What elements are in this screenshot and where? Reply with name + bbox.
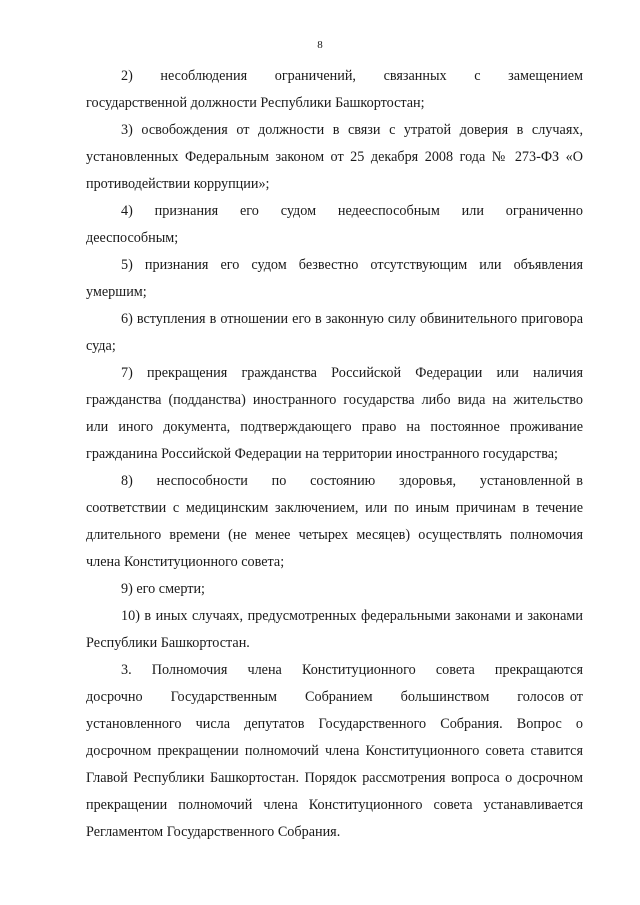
paragraph-item-7: 7) прекращения гражданства Российской Федерации или наличия гражданства (подданства) иностранного государства либо вида на жительство или иного документа, подтверждающего право на постоянное проживание гражданина Российской Федерации на территории иностранного государства; — [86, 365, 583, 462]
paragraph-item-4: 4) признания его судом недееспособным или ограниченно дееспособным; — [86, 203, 583, 246]
paragraph-item-5: 5) признания его судом безвестно отсутствующим или объявления умершим; — [86, 257, 583, 300]
paragraph-item-10: 10) в иных случаях, предусмотренных федеральными законами и законами Республики Башкортостан. — [86, 608, 583, 651]
paragraph-part-3: 3. Полномочия члена Конституционного совета прекращаются досрочно Государственным Собранием большинством голосов от установленного числа депутатов Государственного Собрания. Вопрос о досрочном прекращении полномочий члена Конституционного совета ставится Главой Республики Башкортостан. Порядок рассмотрения вопроса о досрочном прекращении полномочий члена Конституционного совета устанавливается Регламентом Государственного Собрания. — [86, 662, 583, 840]
paragraph-item-3: 3) освобождения от должности в связи с утратой доверия в случаях, установленных Федеральным законом от 25 декабря 2008 года № 273-ФЗ «О противодействии коррупции»; — [86, 122, 583, 192]
paragraph-item-2: 2) несоблюдения ограничений, связанных с замещением государственной должности Республики Башкортостан; — [86, 68, 583, 111]
document-body — [86, 63, 583, 846]
page-number: 8 — [317, 39, 323, 51]
paragraph-item-6: 6) вступления в отношении его в законную силу обвинительного приговора суда; — [86, 311, 583, 354]
paragraph-item-8: 8) неспособности по состоянию здоровья, установленной в соответствии с медицинским заключением, или по иным причинам в течение длительного времени (не менее четырех месяцев) осуществлять полномочия члена Конституционного совета; — [86, 473, 583, 570]
paragraph-item-9: 9) его смерти; — [121, 581, 205, 597]
